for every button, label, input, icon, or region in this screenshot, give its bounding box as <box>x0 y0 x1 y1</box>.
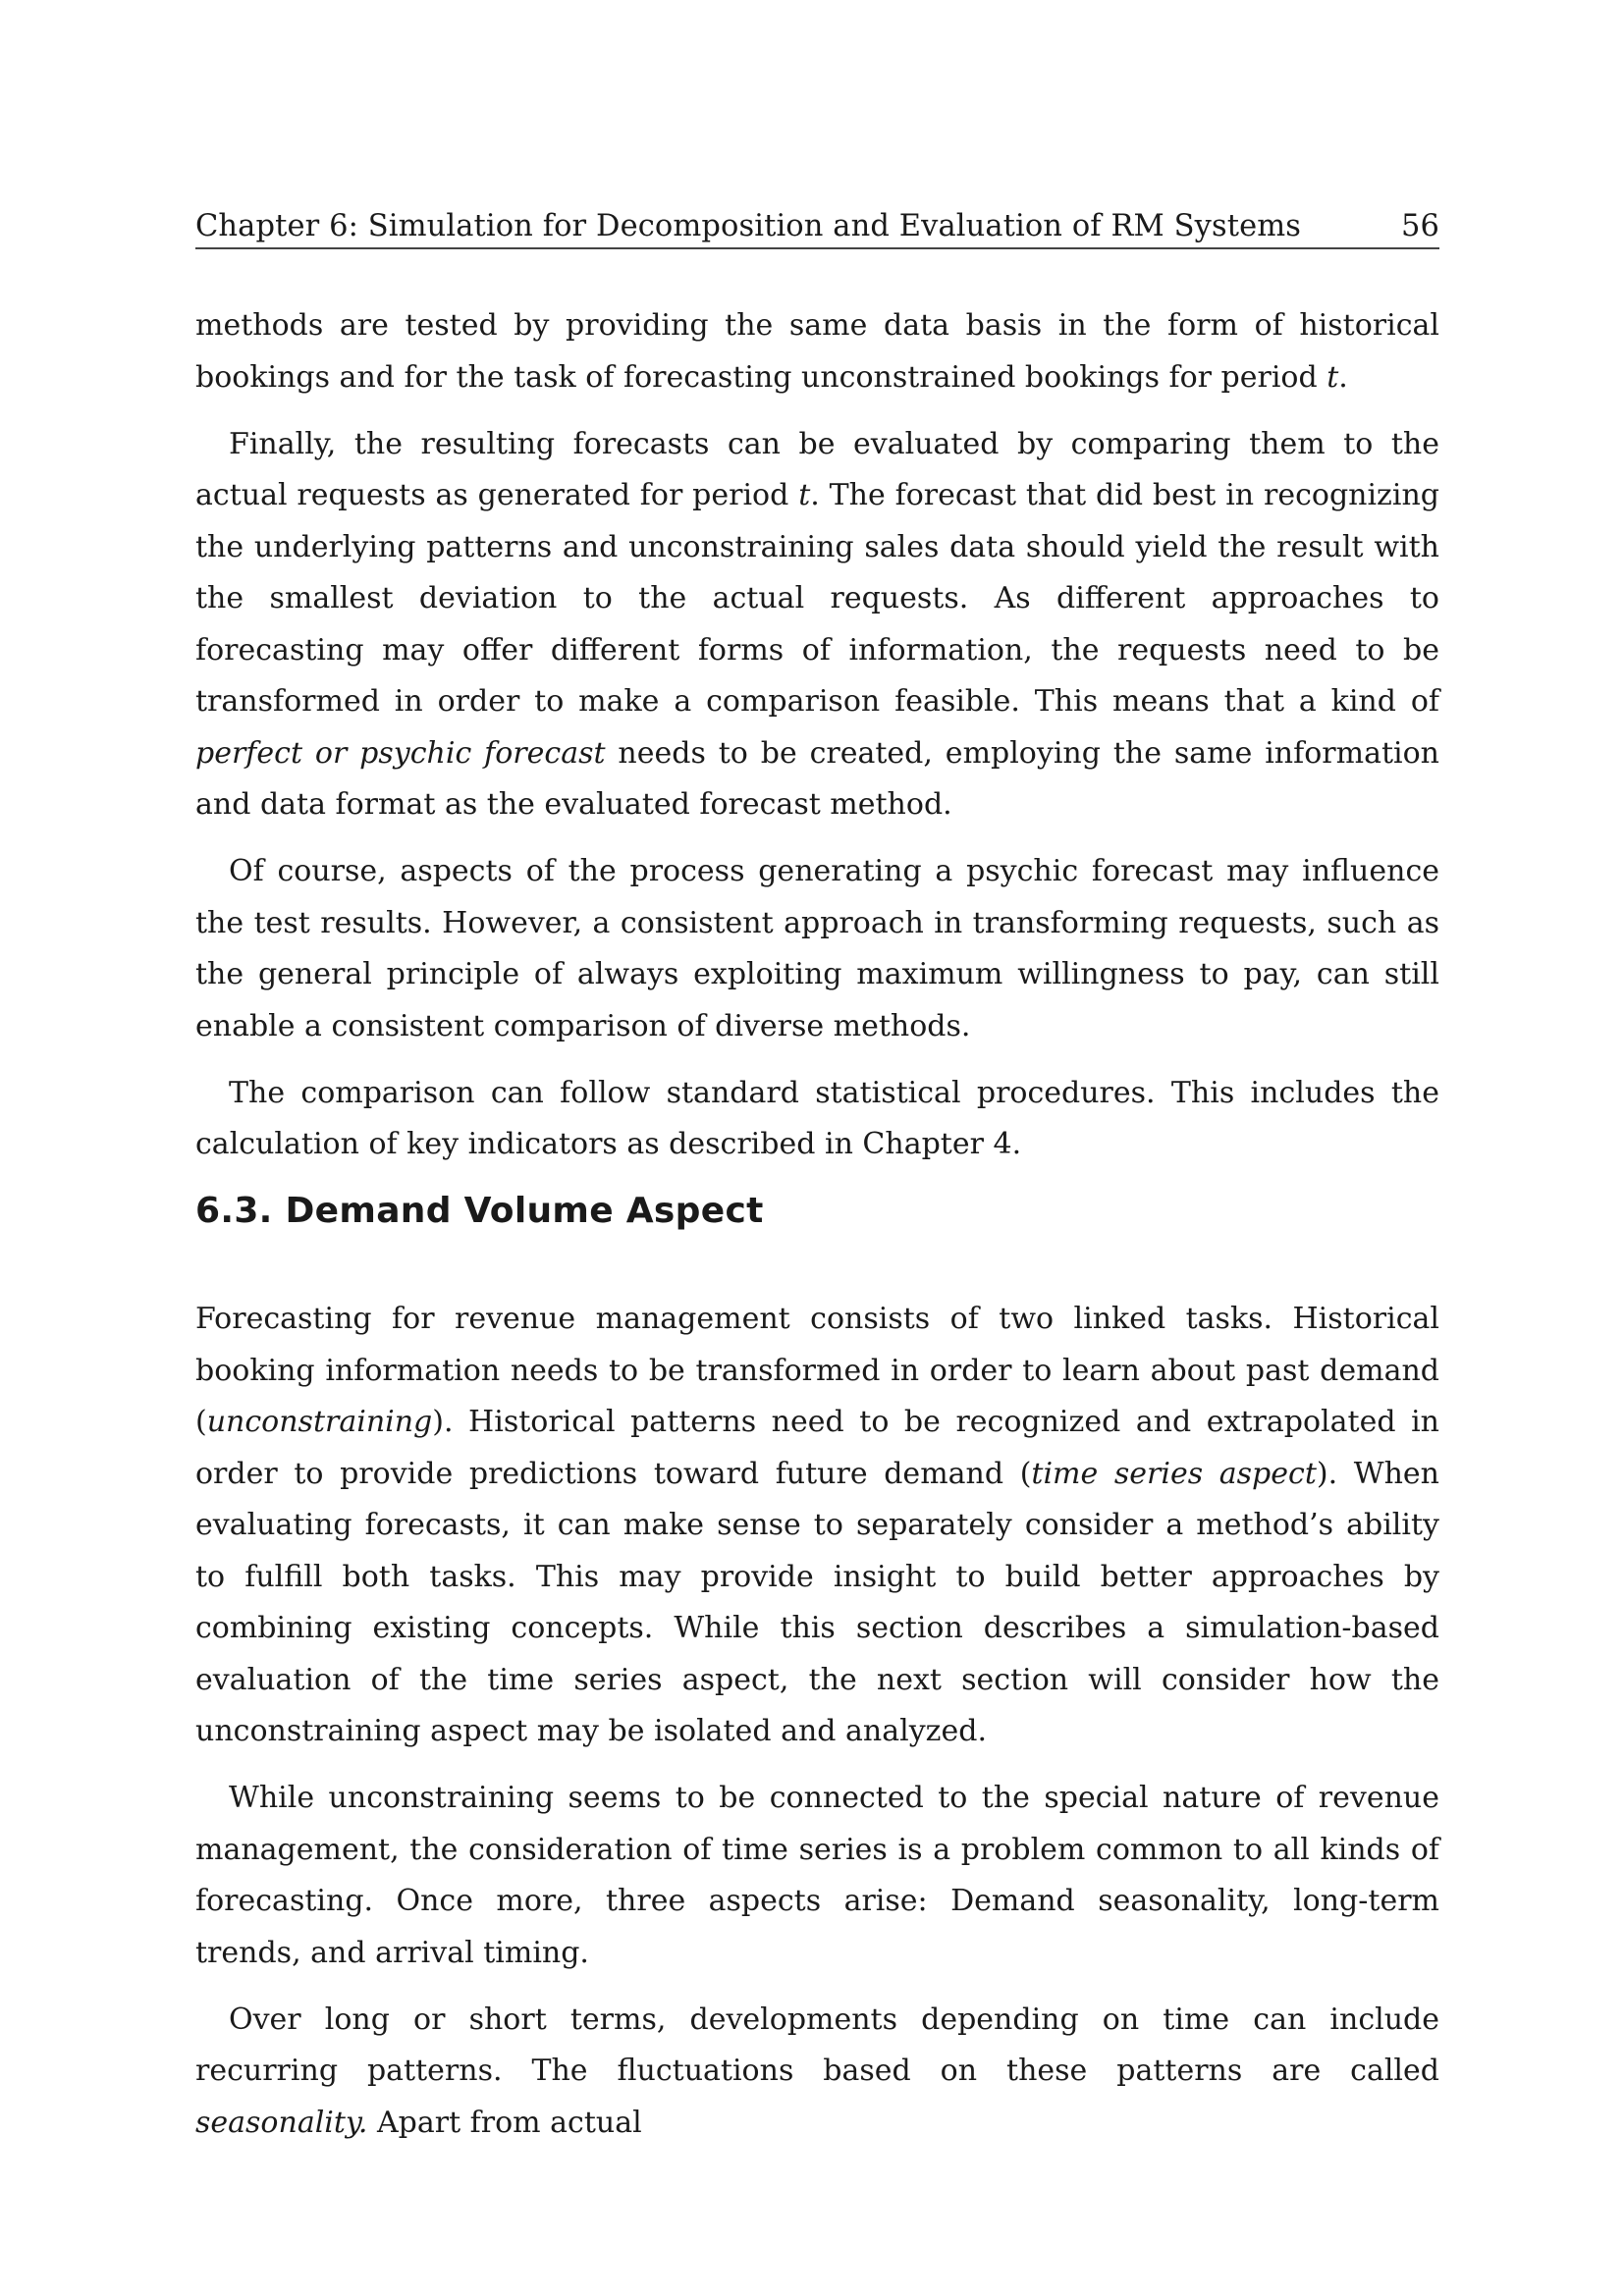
paragraph: Of course, aspects of the process generating a psychic forecast may influence the test results. However, a consistent approach in transforming requests, such as the general principle of always exploiting maximum willingness to pay, can still enable a consistent comparison of diverse methods. <box>195 854 1439 1043</box>
paragraph: Forecasting for revenue management consists of two linked tasks. Historical booking information needs to be transformed in order to learn about past demand (unconstraining). Historical patterns need to be recognized and extrapolated in order to provide predictions toward future demand (time series aspect). When evaluating forecasts, it can make sense to separately consider a method’s ability to fulfill both tasks. This may provide insight to build better approaches by combining existing concepts. While this section describes a simulation-based evaluation of the time series aspect, the next section will consider how the unconstraining aspect may be isolated and analyzed. <box>195 1302 1439 1748</box>
paragraph: While unconstraining seems to be connected to the special nature of revenue management, the consideration of time series is a problem common to all kinds of forecasting. Once more, three aspects arise: Demand seasonality, long-term trends, and arrival timing. <box>195 1781 1439 1970</box>
paragraph: methods are tested by providing the same data basis in the form of historical bookings and for the task of forecasting unconstrained bookings for period t. <box>195 308 1439 395</box>
paragraph: Over long or short terms, developments depending on time can include recurring patterns. The fluctuations based on these patterns are called seasonality. Apart from actual <box>195 2002 1439 2140</box>
running-header <box>195 196 1439 249</box>
paragraph: Finally, the resulting forecasts can be evaluated by comparing them to the actual requests as generated for period t. The forecast that did best in recognizing the underlying patterns and unconstraining sales data should yield the result with the smallest deviation to the actual requests. As different approaches to forecasting may offer different forms of information, the requests need to be transformed in order to make a comparison feasible. This means that a kind of perfect or psychic forecast needs to be created, employing the same information and data format as the evaluated forecast method. <box>195 426 1439 822</box>
paragraph: The comparison can follow standard statistical procedures. This includes the calculation of key indicators as described in Chapter 4. <box>195 1075 1439 1161</box>
section-heading: 6.3. Demand Volume Aspect <box>195 1191 764 1231</box>
page-number: 56 <box>1400 209 1439 243</box>
chapter-title: Chapter 6: Simulation for Decomposition and Evaluation of RM Systems <box>195 209 1302 243</box>
section-text-block <box>195 1294 1439 2149</box>
intro-text-block <box>195 300 1439 1171</box>
